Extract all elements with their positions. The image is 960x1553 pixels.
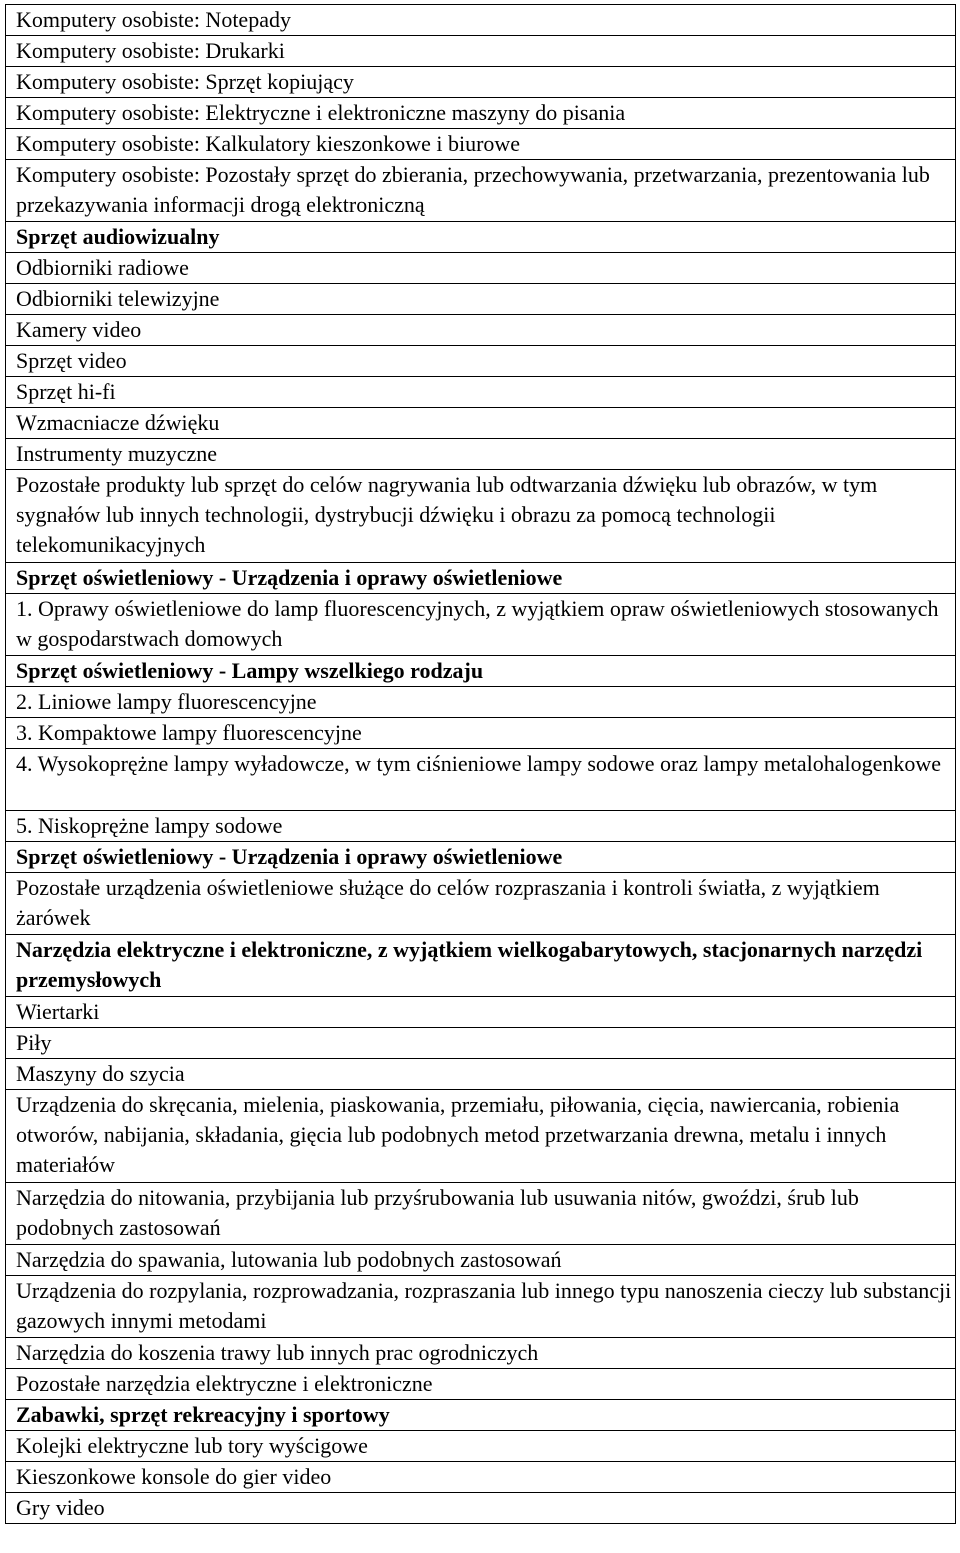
item-cell: Instrumenty muzyczne	[6, 439, 956, 470]
table-row	[6, 1059, 956, 1090]
item-cell: 2. Liniowe lampy fluorescencyjne	[6, 687, 956, 718]
equipment-category-table	[5, 4, 956, 1524]
table-row	[6, 1245, 956, 1276]
item-cell: Urządzenia do rozpylania, rozprowadzania, rozpraszania lub innego typu nanoszenia cieczy lub substancji gazowych innymi metodami	[6, 1276, 956, 1338]
table-row	[6, 997, 956, 1028]
item-cell: Gry video	[6, 1493, 956, 1524]
item-cell: Komputery osobiste: Drukarki	[6, 36, 956, 67]
item-cell: Wiertarki	[6, 997, 956, 1028]
item-cell: Narzędzia do nitowania, przybijania lub przyśrubowania lub usuwania nitów, gwoździ, śrub lub podobnych zastosowań	[6, 1183, 956, 1245]
table-body	[6, 5, 956, 1524]
section-heading-cell: Sprzęt audiowizualny	[6, 222, 956, 253]
table-row	[6, 1338, 956, 1369]
table-row	[6, 315, 956, 346]
table-row	[6, 377, 956, 408]
item-cell: Sprzęt hi-fi	[6, 377, 956, 408]
section-heading-cell: Sprzęt oświetleniowy - Urządzenia i oprawy oświetleniowe	[6, 842, 956, 873]
table-row	[6, 1462, 956, 1493]
item-cell: Komputery osobiste: Elektryczne i elektroniczne maszyny do pisania	[6, 98, 956, 129]
item-cell: Kolejki elektryczne lub tory wyścigowe	[6, 1431, 956, 1462]
table-row	[6, 594, 956, 656]
table-row	[6, 439, 956, 470]
table-row	[6, 718, 956, 749]
item-cell: Odbiorniki telewizyjne	[6, 284, 956, 315]
item-cell: Kamery video	[6, 315, 956, 346]
table-row	[6, 873, 956, 935]
item-cell: Odbiorniki radiowe	[6, 253, 956, 284]
table-row	[6, 811, 956, 842]
table-row	[6, 98, 956, 129]
table-row	[6, 36, 956, 67]
item-cell: Narzędzia do spawania, lutowania lub podobnych zastosowań	[6, 1245, 956, 1276]
section-heading-cell: Narzędzia elektryczne i elektroniczne, z wyjątkiem wielkogabarytowych, stacjonarnych narzędzi przemysłowych	[6, 935, 956, 997]
section-heading-cell: Sprzęt oświetleniowy - Urządzenia i oprawy oświetleniowe	[6, 563, 956, 594]
table-row	[6, 346, 956, 377]
table-row	[6, 129, 956, 160]
table-row	[6, 470, 956, 563]
table-row	[6, 67, 956, 98]
table-row	[6, 563, 956, 594]
table-row	[6, 749, 956, 811]
section-heading-cell: Sprzęt oświetleniowy - Lampy wszelkiego rodzaju	[6, 656, 956, 687]
table-row	[6, 1400, 956, 1431]
section-heading-cell: Zabawki, sprzęt rekreacyjny i sportowy	[6, 1400, 956, 1431]
item-cell: Pozostałe produkty lub sprzęt do celów nagrywania lub odtwarzania dźwięku lub obrazów, w tym sygnałów lub innych technologii, dystrybucji dźwięku i obrazu za pomocą technologii telekomunikacyjnych	[6, 470, 956, 563]
table-row	[6, 160, 956, 222]
item-cell: Pozostałe narzędzia elektryczne i elektroniczne	[6, 1369, 956, 1400]
item-cell: Komputery osobiste: Sprzęt kopiujący	[6, 67, 956, 98]
item-cell: Komputery osobiste: Pozostały sprzęt do zbierania, przechowywania, przetwarzania, prezentowania lub przekazywania informacji drogą elektroniczną	[6, 160, 956, 222]
table-row	[6, 222, 956, 253]
item-cell: 3. Kompaktowe lampy fluorescencyjne	[6, 718, 956, 749]
table-row	[6, 1183, 956, 1245]
table-row	[6, 5, 956, 36]
table-row	[6, 408, 956, 439]
table-row	[6, 656, 956, 687]
item-cell: Piły	[6, 1028, 956, 1059]
table-row	[6, 1431, 956, 1462]
table-row	[6, 1276, 956, 1338]
item-cell: Maszyny do szycia	[6, 1059, 956, 1090]
item-cell: Komputery osobiste: Kalkulatory kieszonkowe i biurowe	[6, 129, 956, 160]
item-cell: Pozostałe urządzenia oświetleniowe służące do celów rozpraszania i kontroli światła, z wyjątkiem żarówek	[6, 873, 956, 935]
item-cell: Sprzęt video	[6, 346, 956, 377]
table-row	[6, 1028, 956, 1059]
item-cell: 4. Wysokoprężne lampy wyładowcze, w tym ciśnieniowe lampy sodowe oraz lampy metalohalogenkowe	[6, 749, 956, 811]
item-cell: Narzędzia do koszenia trawy lub innych prac ogrodniczych	[6, 1338, 956, 1369]
item-cell: Komputery osobiste: Notepady	[6, 5, 956, 36]
table-row	[6, 284, 956, 315]
item-cell: Urządzenia do skręcania, mielenia, piaskowania, przemiału, piłowania, cięcia, nawiercania, robienia otworów, nabijania, składania, gięcia lub podobnych metod przetwarzania drewna, metalu i innych materiałów	[6, 1090, 956, 1183]
item-cell: Kieszonkowe konsole do gier video	[6, 1462, 956, 1493]
table-row	[6, 687, 956, 718]
table-row	[6, 1369, 956, 1400]
item-cell: 1. Oprawy oświetleniowe do lamp fluorescencyjnych, z wyjątkiem opraw oświetleniowych stosowanych w gospodarstwach domowych	[6, 594, 956, 656]
item-cell: Wzmacniacze dźwięku	[6, 408, 956, 439]
table-row	[6, 1493, 956, 1524]
item-cell: 5. Niskoprężne lampy sodowe	[6, 811, 956, 842]
table-row	[6, 842, 956, 873]
table-row	[6, 253, 956, 284]
table-row	[6, 1090, 956, 1183]
table-row	[6, 935, 956, 997]
